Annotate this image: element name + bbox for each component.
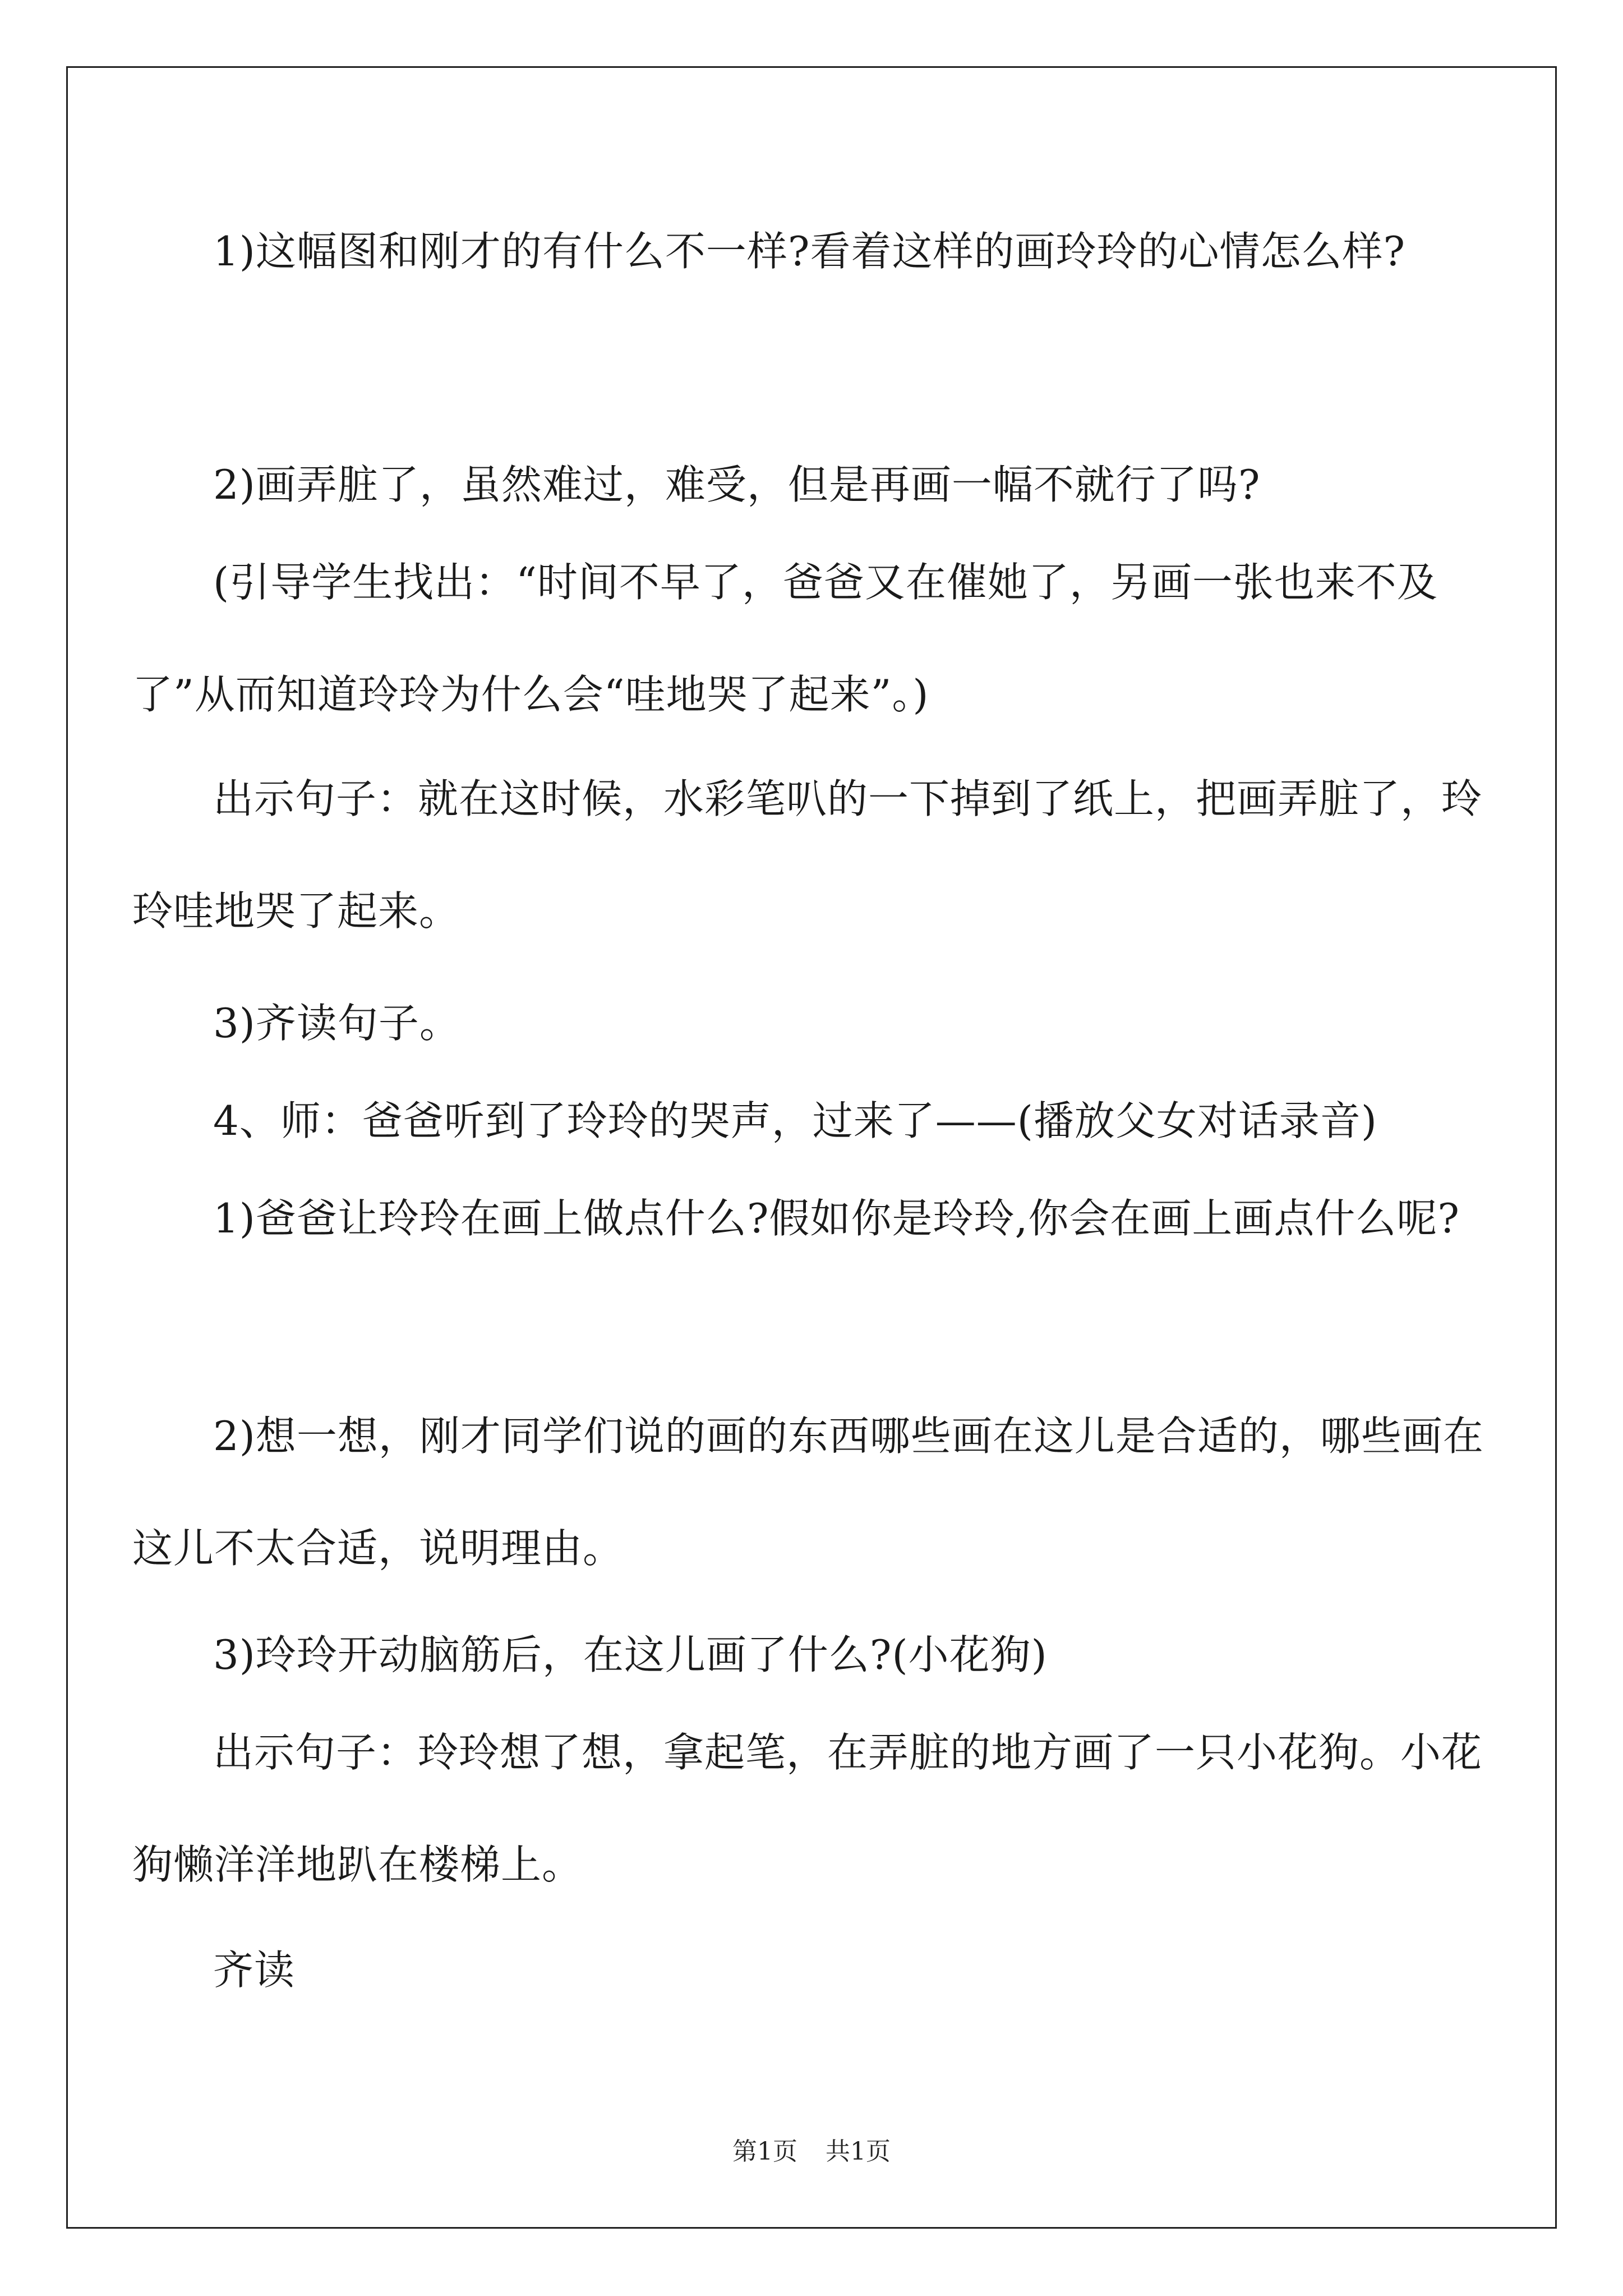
paragraph: 1)这幅图和刚才的有什么不一样?看着这样的画玲玲的心情怎么样? (213, 228, 1406, 275)
paragraph: (引导学生找出：“时间不早了，爸爸又在催她了，另画一张也来不及了”从而知道玲玲为什么会“哇地哭了起来”。) (132, 559, 1438, 718)
page-number-total: 共1页 (826, 2137, 891, 2166)
paragraph: 2)想一想，刚才同学们说的画的东西哪些画在这儿是合适的，哪些画在这儿不太合适，说明理由。 (132, 1412, 1484, 1572)
paragraph: 齐读 (213, 1947, 296, 1994)
page-number-current: 第1页 (732, 2137, 797, 2166)
paragraph: 3)齐读句子。 (213, 1000, 460, 1047)
paragraph: 出示句子：就在这时候，水彩笔叭的一下掉到了纸上，把画弄脏了，玲玲哇地哭了起来。 (132, 775, 1483, 935)
paragraph: 3)玲玲开动脑筋后，在这儿画了什么?(小花狗) (213, 1631, 1048, 1678)
paragraph: 4、师：爸爸听到了玲玲的哭声，过来了——(播放父女对话录音) (213, 1097, 1377, 1144)
paragraph: 1)爸爸让玲玲在画上做点什么?假如你是玲玲,你会在画上画点什么呢? (213, 1195, 1460, 1242)
paragraph: 2)画弄脏了，虽然难过，难受，但是再画一幅不就行了吗? (213, 461, 1261, 508)
page-footer (0, 2135, 1623, 2169)
paragraph: 出示句子：玲玲想了想，拿起笔，在弄脏的地方画了一只小花狗。小花狗懒洋洋地趴在楼梯上。 (132, 1729, 1483, 1888)
